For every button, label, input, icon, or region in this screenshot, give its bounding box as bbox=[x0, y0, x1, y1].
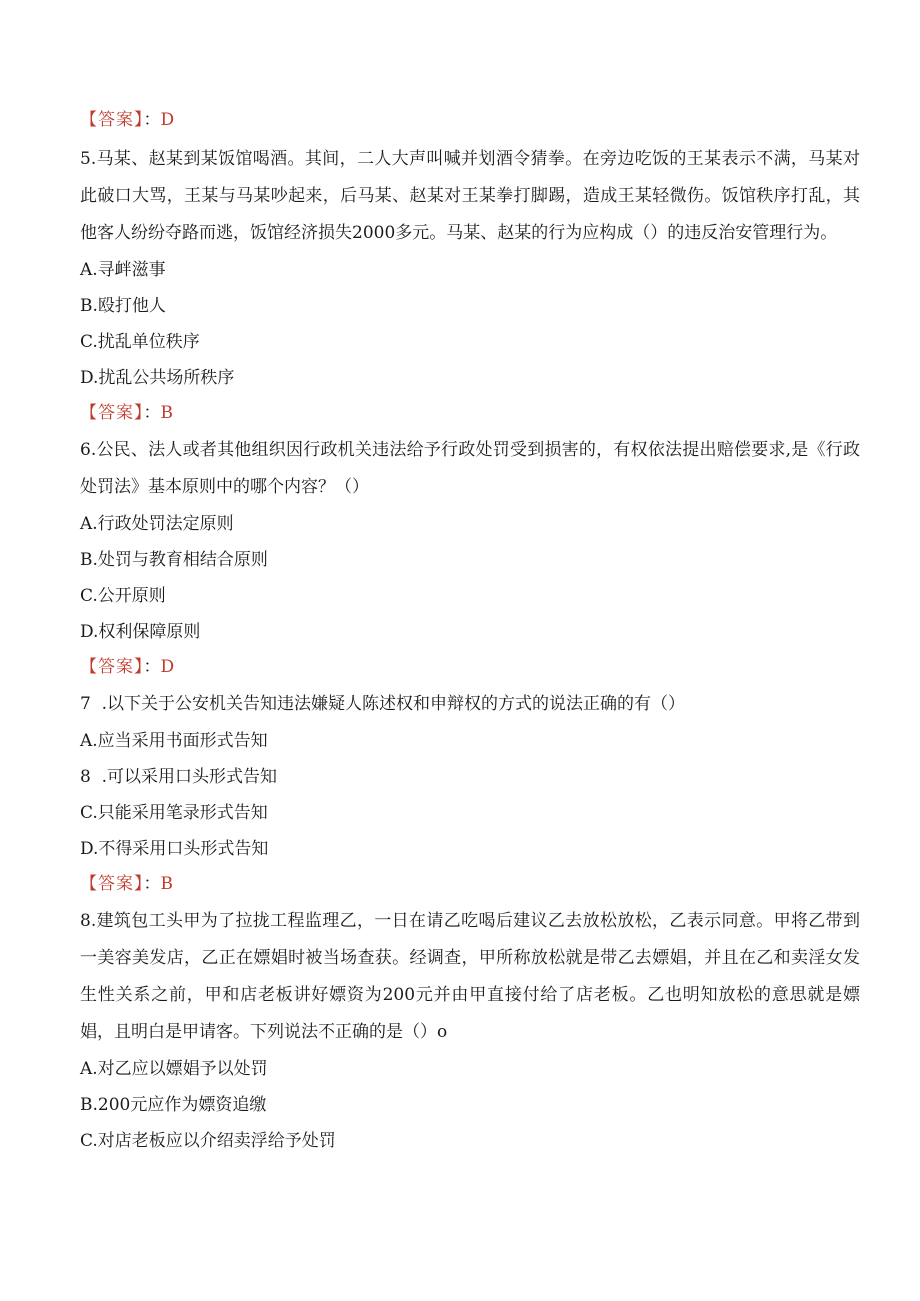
answer-separator: ： bbox=[143, 403, 161, 423]
question-7-option-c: C.只能采用笔录形式告知 bbox=[80, 803, 268, 823]
question-7-option-a: A.应当采用书面形式告知 bbox=[80, 731, 268, 751]
question-8-option-a: A.对乙应以嫖娼予以处罚 bbox=[80, 1059, 268, 1079]
answer-label: 【答案】 bbox=[80, 874, 144, 894]
answer-line bbox=[80, 867, 860, 903]
answer-line bbox=[80, 650, 860, 686]
answer-separator: ： bbox=[143, 110, 161, 130]
question-6-option-c: C.公开原则 bbox=[80, 586, 166, 606]
question-8-option-b: B.200元应作为嫖资追缴 bbox=[80, 1095, 267, 1115]
question-6-option-a: A.行政处罚法定原则 bbox=[80, 514, 234, 534]
question-7: 7 .以下关于公安机关告知违法嫌疑人陈述权和申辩权的方式的说法正确的有（） bbox=[80, 694, 686, 714]
answer-line bbox=[80, 103, 860, 139]
question-6-option-b: B.处罚与教育相结合原则 bbox=[80, 550, 268, 570]
question-5-option-b: B.殴打他人 bbox=[80, 296, 166, 316]
answer-line bbox=[80, 396, 860, 432]
question-5-option-a: A.寻衅滋事 bbox=[80, 260, 166, 280]
question-7-option-b: 8 .可以采用口头形式告知 bbox=[80, 767, 278, 787]
question-5: 5.马某、赵某到某饭馆喝酒。其间，二人大声叫喊并划酒令猜拳。在旁边吃饭的王某表示不满，马某对此破口大骂，王某与马某吵起来，后马某、赵某对王某拳打脚踢，造成王某轻微伤。饭馆秩序打乱，其他客人纷纷夺路而逃，饭馆经济损失2000多元。马某、赵某的行为应构成（）的违反治安管理行为。 bbox=[80, 149, 860, 243]
answer-value: D bbox=[160, 110, 175, 130]
question-6: 6.公民、法人或者其他组织因行政机关违法给予行政处罚受到损害的，有权依法提出赔偿要求,是《行政处罚法》基本原则中的哪个内容？（） bbox=[80, 440, 860, 497]
answer-label: 【答案】 bbox=[80, 657, 144, 677]
answer-value: D bbox=[160, 657, 175, 677]
answer-label: 【答案】 bbox=[80, 403, 144, 423]
answer-value: B bbox=[160, 874, 173, 894]
question-8: 8.建筑包工头甲为了拉拢工程监理乙，一日在请乙吃喝后建议乙去放松放松，乙表示同意。甲将乙带到一美容美发店，乙正在嫖娼时被当场查获。经调查，甲所称放松就是带乙去嫖娼，并且在乙和卖淫女发生性关系之前，甲和店老板讲好嫖资为200元并由甲直接付给了店老板。乙也明知放松的意思就是嫖娼，且明白是甲请客。下列说法不正确的是（）o bbox=[80, 911, 860, 1042]
question-5-option-d: D.扰乱公共场所秩序 bbox=[80, 368, 235, 388]
answer-separator: ： bbox=[143, 874, 161, 894]
answer-separator: ： bbox=[143, 657, 161, 677]
question-6-option-d: D.权利保障原则 bbox=[80, 622, 201, 642]
question-5-option-c: C.扰乱单位秩序 bbox=[80, 332, 200, 352]
answer-value: B bbox=[160, 403, 173, 423]
answer-label: 【答案】 bbox=[80, 110, 144, 130]
question-8-option-c: C.对店老板应以介绍卖浮给予处罚 bbox=[80, 1131, 336, 1151]
question-7-option-d: D.不得采用口头形式告知 bbox=[80, 839, 269, 859]
